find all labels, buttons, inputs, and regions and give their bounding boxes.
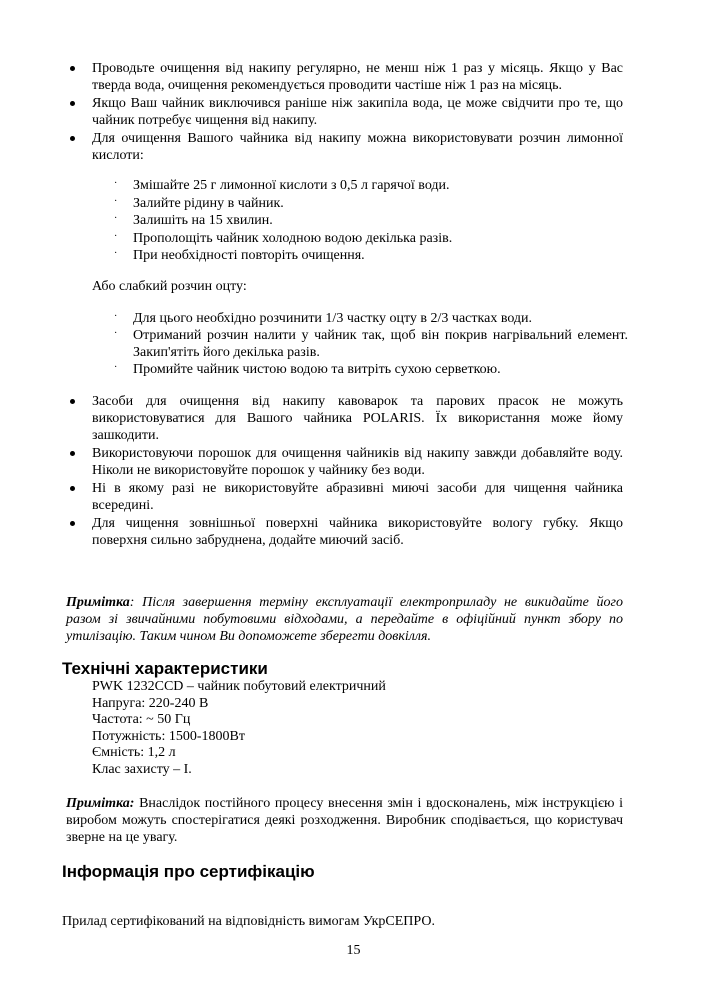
list-item: · Для цього необхідно розчинити 1/3 частку оцту в 2/3 частках води. xyxy=(114,311,533,326)
bullet-icon xyxy=(70,399,75,404)
spec-item: Клас захисту – I. xyxy=(92,761,192,777)
spec-item: Потужність: 1500-1800Вт xyxy=(92,728,245,744)
spec-item: Ємність: 1,2 л xyxy=(92,745,176,760)
small-bullet-icon: · xyxy=(114,248,118,260)
note-text: : Після завершення терміну експлуатації електроприладу не викидайте його разом зі звичайними побутовими відходами, а передайте в офіційний пункт збору по утилізацію. Таким чином Ви допоможете зберегти довкілля. xyxy=(66,595,623,644)
certification-text: Прилад сертифікований на відповідність вимогам УкрСЕПРО. xyxy=(62,914,435,929)
list-item: Якщо Ваш чайник виключився раніше ніж закипіла вода, це може свідчити про те, що чайник потребує чищення від накипу. xyxy=(92,95,623,129)
descaling-tips-list xyxy=(92,60,623,165)
small-bullet-icon: · xyxy=(114,178,118,189)
bullet-icon xyxy=(70,136,75,141)
small-bullet-icon: · xyxy=(114,195,118,207)
list-item: · При необхідності повторіть очищення. xyxy=(114,248,365,264)
small-bullet-icon: · xyxy=(114,230,118,242)
bullet-icon xyxy=(70,451,75,456)
tech-specs-list xyxy=(92,679,386,778)
small-bullet-icon: · xyxy=(114,213,118,225)
list-item: Використовуючи порошок для очищення чайників від накипу завжди добавляйте воду. Ніколи не використовуйте порошок у чайнику без води. xyxy=(92,445,623,479)
spec-item: PWK 1232CCD – чайник побутовий електричний xyxy=(92,679,386,694)
small-bullet-icon: · xyxy=(114,311,118,322)
list-item: · Змішайте 25 г лимонної кислоти з 0,5 л гарячої води. xyxy=(114,178,450,193)
disposal-note xyxy=(66,594,623,645)
list-item: · Залишіть на 15 хвилин. xyxy=(114,213,273,229)
tech-specs-heading: Технічні характеристики xyxy=(62,659,268,678)
list-item: · Отриманий розчин налити у чайник так, щоб він покрив нагрівальний елемент. Закип'ятіть його декілька разів. xyxy=(114,328,628,360)
spec-item: Частота: ~ 50 Гц xyxy=(92,712,191,727)
vinegar-steps xyxy=(114,310,628,378)
cleaning-warnings-list xyxy=(92,393,623,550)
certification-heading: Інформація про сертифікацію xyxy=(62,862,315,881)
small-bullet-icon: · xyxy=(114,362,118,373)
list-item: Для чищення зовнішньої поверхні чайника використовуйте вологу губку. Якщо поверхня сильно забруднена, додайте миючий засіб. xyxy=(92,515,623,549)
bullet-icon xyxy=(70,486,75,491)
small-bullet-icon: · xyxy=(114,328,118,339)
list-item: Проводьте очищення від накипу регулярно, не менш ніж 1 раз у місяць. Якщо у Вас тверда вода, очищення рекомендується проводити частіше ніж 1 раз на місяць. xyxy=(92,60,623,94)
list-item: · Промийте чайник чистою водою та витріть сухою серветкою. xyxy=(114,362,501,377)
list-item: Ні в якому разі не використовуйте абразивні миючі засоби для чищення чайника всередині. xyxy=(92,480,623,514)
note-text: Внаслідок постійного процесу внесення змін і вдосконалень, між інструкцією і виробом можуть спостерігатися деякі розходження. Виробник сподівається, що користувач зверне на це увагу. xyxy=(66,796,623,845)
list-item: Для очищення Вашого чайника від накипу можна використовувати розчин лимонної кислоти: xyxy=(92,130,623,164)
bullet-icon xyxy=(70,66,75,71)
list-item: · Залийте рідину в чайник. xyxy=(114,195,284,211)
spec-item: Напруга: 220-240 В xyxy=(92,695,209,711)
bullet-icon xyxy=(70,101,75,106)
citric-acid-steps xyxy=(114,177,628,265)
note-label: Примітка xyxy=(66,595,130,610)
list-item: · Прополощіть чайник холодною водою декілька разів. xyxy=(114,230,453,246)
changes-note xyxy=(66,795,623,846)
page-number: 15 xyxy=(346,943,361,958)
list-item: Засоби для очищення від накипу кавоварок та парових прасок не можуть використовуватися для Вашого чайника POLARIS. Їх використання може йому зашкодити. xyxy=(92,393,623,444)
bullet-icon xyxy=(70,521,75,526)
vinegar-intro: Або слабкий розчин оцту: xyxy=(92,279,247,294)
note-label: Примітка: xyxy=(66,796,135,811)
